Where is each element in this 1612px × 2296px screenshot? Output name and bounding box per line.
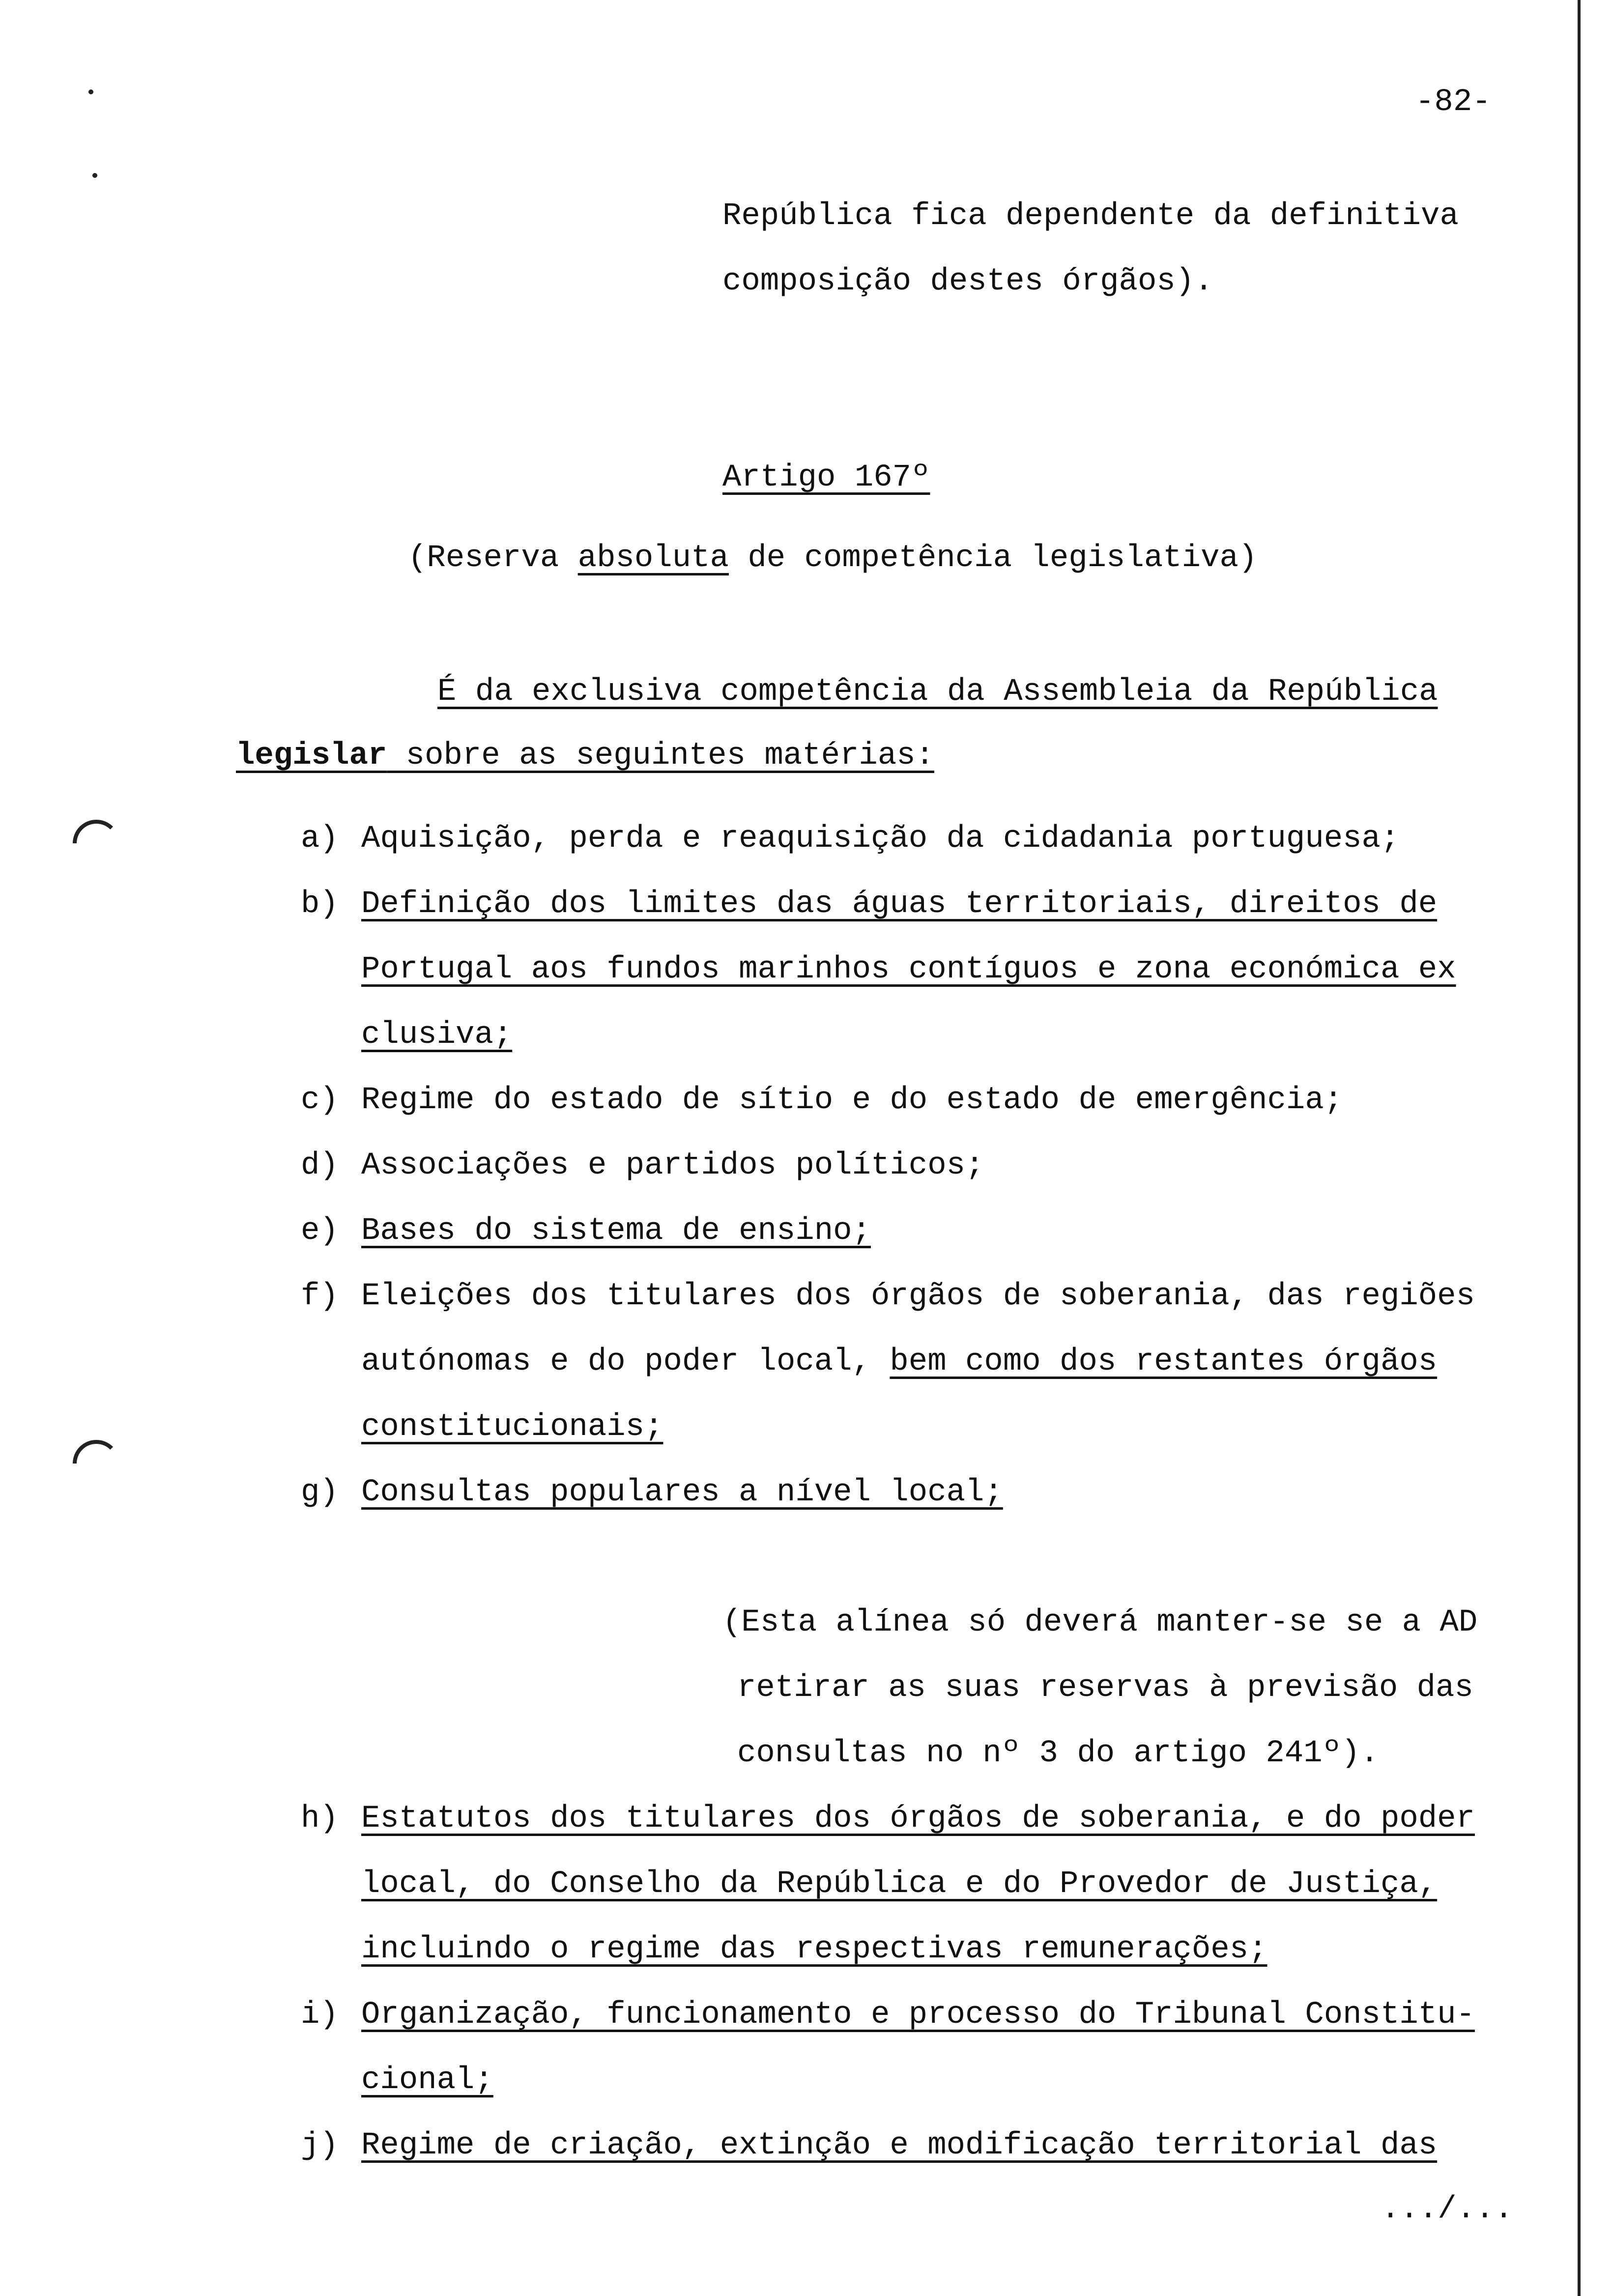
lead-paragraph-line: legislar sobre as seguintes matérias: xyxy=(236,738,935,774)
item-text: Regime de criação, extinção e modificação territorial das xyxy=(361,2128,1438,2163)
item-label: f) xyxy=(301,1279,339,1314)
item-label: d) xyxy=(301,1148,339,1183)
item-text: Estatutos dos titulares dos órgãos de soberania, e do poder xyxy=(361,1801,1475,1837)
item-label: i) xyxy=(301,1997,339,2033)
item-text: cional; xyxy=(361,2063,493,2098)
item-label: j) xyxy=(301,2128,339,2163)
intro-line: composição destes órgãos). xyxy=(722,264,1213,299)
item-label: a) xyxy=(301,821,339,857)
item-text: Associações e partidos políticos; xyxy=(361,1148,984,1183)
lead-paragraph-line: É da exclusiva competência da Assembleia da República xyxy=(437,674,1438,710)
item-text: constitucionais; xyxy=(361,1409,663,1445)
item-label: b) xyxy=(301,887,339,922)
item-text: incluindo o regime das respectivas remunerações; xyxy=(361,1932,1267,1967)
margin-mark xyxy=(73,820,120,843)
note-line: retirar as suas reservas à previsão das xyxy=(737,1670,1473,1706)
continuation-mark: .../... xyxy=(1381,2192,1513,2227)
article-heading: (Reserva absoluta de competência legislativa) xyxy=(408,541,1258,576)
item-label: c) xyxy=(301,1083,339,1118)
note-line: (Esta alínea só deverá manter-se se a AD xyxy=(722,1605,1478,1640)
item-text: Aquisição, perda e reaquisição da cidadania portuguesa; xyxy=(361,821,1400,857)
item-text: Portugal aos fundos marinhos contíguos e zona económica ex xyxy=(361,952,1456,987)
article-title: Artigo 167º xyxy=(722,460,930,495)
item-text: Eleições dos titulares dos órgãos de soberania, das regiões xyxy=(361,1279,1475,1314)
item-text: autónomas e do poder local, bem como dos restantes órgãos xyxy=(361,1344,1438,1379)
item-text: Definição dos limites das águas territoriais, direitos de xyxy=(361,887,1438,922)
item-text: local, do Conselho da República e do Provedor de Justiça, xyxy=(361,1866,1438,1902)
item-text: Organização, funcionamento e processo do Tribunal Constitu- xyxy=(361,1997,1475,2033)
page-edge-line xyxy=(1578,0,1581,2296)
item-text: Bases do sistema de ensino; xyxy=(361,1213,871,1249)
item-label: g) xyxy=(301,1475,339,1510)
margin-dot xyxy=(88,89,93,94)
intro-line: República fica dependente da definitiva xyxy=(722,199,1459,234)
item-text: Consultas populares a nível local; xyxy=(361,1475,1003,1510)
note-line: consultas no nº 3 do artigo 241º). xyxy=(737,1736,1379,1771)
item-text: Regime do estado de sítio e do estado de emergência; xyxy=(361,1083,1343,1118)
margin-dot xyxy=(92,173,97,178)
page-number: -82- xyxy=(1415,85,1491,120)
item-label: h) xyxy=(301,1801,339,1837)
item-label: e) xyxy=(301,1213,339,1249)
item-text: clusiva; xyxy=(361,1017,513,1053)
margin-mark xyxy=(73,1440,120,1464)
